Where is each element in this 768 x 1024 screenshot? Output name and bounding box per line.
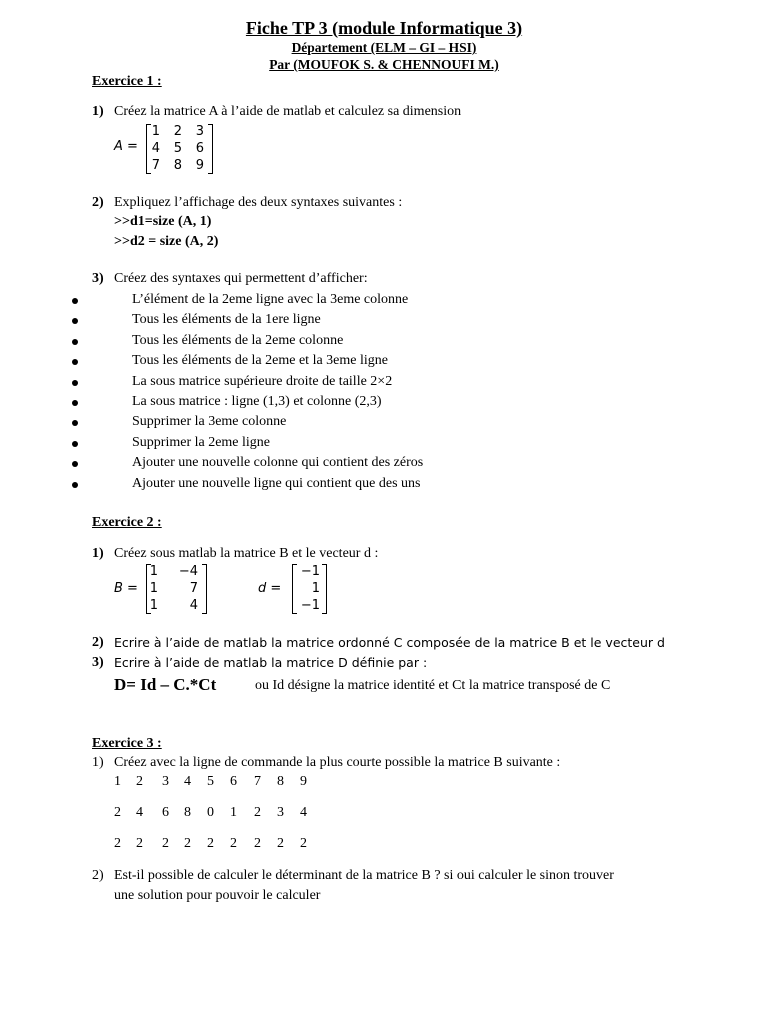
matrix-a-cell: 5 xyxy=(173,141,182,156)
matrix-value: 4 xyxy=(136,805,143,820)
ex3-q2-line-1: Est-il possible de calculer le déterminant de la matrice B ? si oui calculer le sinon trouver xyxy=(114,868,614,883)
matrix-value: 8 xyxy=(277,774,284,789)
list-item: L’élément de la 2eme ligne avec la 3eme colonne xyxy=(104,292,408,308)
matrix-value: 6 xyxy=(230,774,237,789)
matrix-value: 2 xyxy=(300,836,307,851)
ex3-q1-text: Créez avec la ligne de commande la plus courte possible la matrice B suivante : xyxy=(114,755,561,770)
page-title: Fiche TP 3 (module Informatique 3) xyxy=(245,18,523,38)
matrix-a-label: A = xyxy=(114,139,138,154)
ex1-q3-number: 3) xyxy=(92,271,104,286)
list-item: Tous les éléments de la 2eme et la 3eme ligne xyxy=(104,353,388,369)
ex1-q2-code-1: >>d1=size (A, 1) xyxy=(114,214,212,229)
matrix-a-cell: 3 xyxy=(195,124,204,139)
matrix-a-cell: 9 xyxy=(195,158,204,173)
matrix-value: 2 xyxy=(230,836,237,851)
matrix-value: 7 xyxy=(254,774,261,789)
formula-note: ou Id désigne la matrice identité et Ct la matrice transposé de C xyxy=(255,678,611,693)
matrix-a-right-bracket xyxy=(208,124,213,174)
bullet-icon xyxy=(72,339,78,345)
matrix-value: 5 xyxy=(207,774,214,789)
authors-line: Par (MOUFOK S. & CHENNOUFI M.) xyxy=(269,57,499,72)
bullet-icon xyxy=(72,482,78,488)
matrix-value: 2 xyxy=(184,836,191,851)
bullet-icon xyxy=(72,441,78,447)
list-item: Tous les éléments de la 2eme colonne xyxy=(104,333,343,349)
list-item: La sous matrice supérieure droite de taille 2×2 xyxy=(104,374,392,390)
exercise-3-heading: Exercice 3 : xyxy=(92,736,162,751)
bullet-icon xyxy=(72,461,78,467)
list-item: Supprimer la 3eme colonne xyxy=(104,414,286,430)
matrix-value: 0 xyxy=(207,805,214,820)
list-item: Supprimer la 2eme ligne xyxy=(104,435,270,451)
matrix-value: 2 xyxy=(162,836,169,851)
ex1-q2-code-2: >>d2 = size (A, 2) xyxy=(114,234,219,249)
matrix-value: 3 xyxy=(162,774,169,789)
matrix-b-label: B = xyxy=(114,581,138,596)
matrix-value: 2 xyxy=(207,836,214,851)
matrix-a-cell: 4 xyxy=(151,141,160,156)
ex3-q2-number: 2) xyxy=(92,868,104,883)
ex1-q1-text: Créez la matrice A à l’aide de matlab et calculez sa dimension xyxy=(114,104,462,119)
matrix-value: 3 xyxy=(277,805,284,820)
matrix-b-cell: 4 xyxy=(189,598,198,613)
matrix-b xyxy=(114,564,214,616)
bullet-icon xyxy=(72,359,78,365)
matrix-b-cell: 1 xyxy=(149,581,158,596)
ex3-q2-line-2: une solution pour pouvoir le calculer xyxy=(114,888,321,903)
bullet-icon xyxy=(72,380,78,386)
ex1-q2-number: 2) xyxy=(92,195,104,210)
bullet-icon xyxy=(72,298,78,304)
list-item: La sous matrice : ligne (1,3) et colonne (2,3) xyxy=(104,394,382,410)
matrix-value: 4 xyxy=(184,774,191,789)
ex2-q2-number: 2) xyxy=(92,635,104,650)
matrix-value: 2 xyxy=(114,805,121,820)
matrix-a-cell: 2 xyxy=(173,124,182,139)
matrix-value: 2 xyxy=(136,836,143,851)
department-line: Département (ELM – GI – HSI) xyxy=(291,40,477,55)
ex1-q3-text: Créez des syntaxes qui permettent d’afficher: xyxy=(114,271,368,286)
ex2-q2-text: Ecrire à l’aide de matlab la matrice ordonné C composée de la matrice B et le vecteur d xyxy=(114,635,665,650)
bullet-icon xyxy=(72,318,78,324)
matrix-b-right-bracket xyxy=(202,564,207,614)
matrix-b-cell: 1 xyxy=(149,564,158,579)
matrix-value: 2 xyxy=(254,805,261,820)
vector-d-cell: −1 xyxy=(300,564,320,579)
matrix-value: 1 xyxy=(114,774,121,789)
matrix-value: 1 xyxy=(230,805,237,820)
vector-d-cell: −1 xyxy=(300,598,320,613)
matrix-a xyxy=(114,124,224,176)
matrix-a-cell: 7 xyxy=(151,158,160,173)
ex2-q3-number: 3) xyxy=(92,655,104,670)
matrix-a-cell: 1 xyxy=(151,124,160,139)
matrix-b-cell: −4 xyxy=(178,564,198,579)
matrix-a-cell: 8 xyxy=(173,158,182,173)
exercise-2-heading: Exercice 2 : xyxy=(92,515,162,530)
matrix-value: 2 xyxy=(254,836,261,851)
ex2-q3-text: Ecrire à l’aide de matlab la matrice D définie par : xyxy=(114,655,428,670)
matrix-value: 6 xyxy=(162,805,169,820)
matrix-value: 2 xyxy=(114,836,121,851)
matrix-value: 2 xyxy=(136,774,143,789)
formula-d: D= Id – C.*Ct xyxy=(114,675,217,694)
vector-d-cell: 1 xyxy=(311,581,320,596)
matrix-value: 4 xyxy=(300,805,307,820)
bullet-icon xyxy=(72,400,78,406)
list-item: Ajouter une nouvelle ligne qui contient que des uns xyxy=(104,476,421,492)
ex3-q1-number: 1) xyxy=(92,755,104,770)
matrix-value: 2 xyxy=(277,836,284,851)
matrix-value: 8 xyxy=(184,805,191,820)
list-item: Ajouter une nouvelle colonne qui contient des zéros xyxy=(104,455,423,471)
ex1-q2-text: Expliquez l’affichage des deux syntaxes suivantes : xyxy=(114,195,403,210)
vector-d xyxy=(258,564,338,616)
ex1-q1-number: 1) xyxy=(92,104,104,119)
matrix-row-1 xyxy=(114,774,314,794)
matrix-b-cell: 7 xyxy=(189,581,198,596)
matrix-b-cell: 1 xyxy=(149,598,158,613)
matrix-row-2 xyxy=(114,805,314,825)
vector-d-right-bracket xyxy=(322,564,327,614)
list-item: Tous les éléments de la 1ere ligne xyxy=(104,312,321,328)
matrix-a-cell: 6 xyxy=(195,141,204,156)
matrix-value: 9 xyxy=(300,774,307,789)
ex2-q1-number: 1) xyxy=(92,546,104,561)
ex2-q1-text: Créez sous matlab la matrice B et le vecteur d : xyxy=(114,546,379,561)
exercise-1-heading: Exercice 1 : xyxy=(92,74,162,89)
matrix-row-3 xyxy=(114,836,314,856)
bullet-icon xyxy=(72,420,78,426)
vector-d-label: d = xyxy=(258,581,282,596)
